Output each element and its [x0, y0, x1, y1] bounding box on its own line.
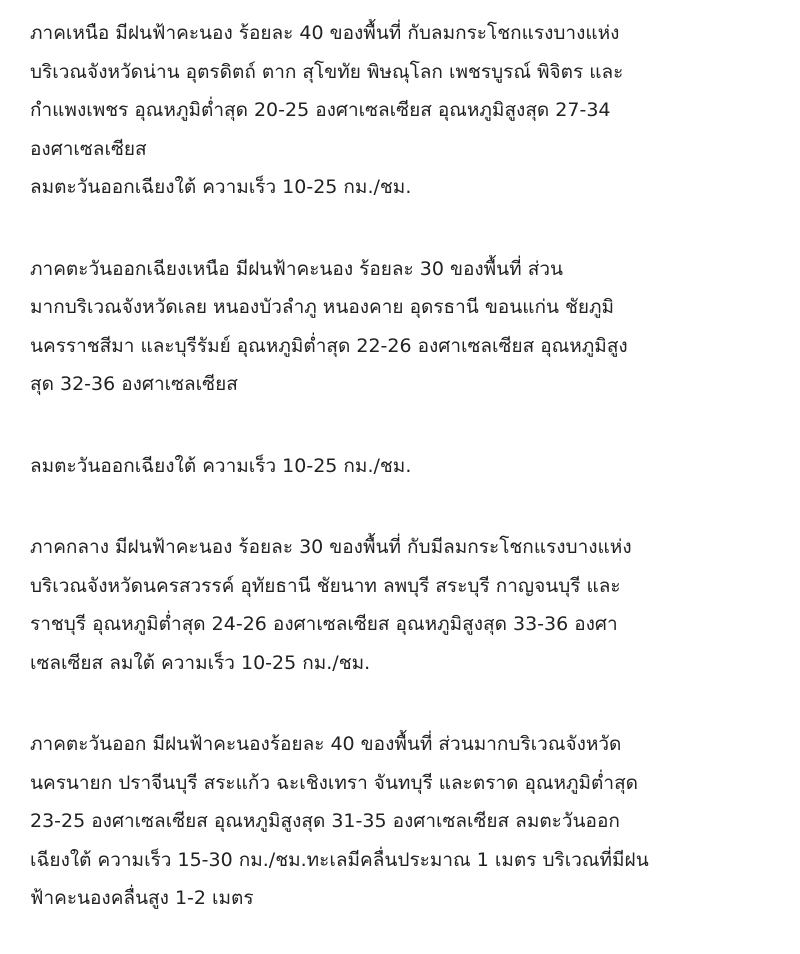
paragraph-spacer	[30, 485, 770, 528]
paragraph-spacer	[30, 404, 770, 447]
forecast-east-paragraph	[30, 725, 770, 918]
paragraph-line: 23-25 องศาเซลเซียส อุณหภูมิสูงสุด 31-35 องศาเซลเซียส ลมตะวันออก	[30, 810, 620, 832]
forecast-northeast-paragraph	[30, 250, 770, 404]
paragraph-line: ราชบุรี อุณหภูมิต่ำสุด 24-26 องศาเซลเซียส อุณหภูมิสูงสุด 33-36 องศา	[30, 613, 618, 635]
paragraph-line: นครราชสีมา และบุรีรัมย์ อุณหภูมิต่ำสุด 22-26 องศาเซลเซียส อุณหภูมิสูง	[30, 334, 628, 357]
forecast-central-paragraph	[30, 528, 770, 682]
paragraph-line: ภาคกลาง มีฝนฟ้าคะนอง ร้อยละ 30 ของพื้นที่ กับมีลมกระโชกแรงบางแห่ง	[30, 536, 632, 558]
paragraph-line: ลมตะวันออกเฉียงใต้ ความเร็ว 10-25 กม./ชม.	[30, 176, 412, 198]
paragraph-line: ภาคเหนือ มีฝนฟ้าคะนอง ร้อยละ 40 ของพื้นที่ กับลมกระโชกแรงบางแห่ง	[30, 22, 620, 44]
forecast-northeast-wind-paragraph	[30, 447, 770, 486]
paragraph-spacer	[30, 207, 770, 250]
weather-forecast-document	[30, 14, 770, 918]
paragraph-line: เซลเซียส ลมใต้ ความเร็ว 10-25 กม./ชม.	[30, 651, 371, 674]
paragraph-line: ภาคตะวันออก มีฝนฟ้าคะนองร้อยละ 40 ของพื้นที่ ส่วนมากบริเวณจังหวัด	[30, 733, 622, 755]
paragraph-line: ลมตะวันออกเฉียงใต้ ความเร็ว 10-25 กม./ชม.	[30, 454, 412, 477]
forecast-north-paragraph	[30, 14, 770, 207]
paragraph-line: เฉียงใต้ ความเร็ว 15-30 กม./ชม.ทะเลมีคลื่นประมาณ 1 เมตร บริเวณที่มีฝน	[30, 848, 649, 871]
paragraph-line: บริเวณจังหวัดน่าน อุตรดิตถ์ ตาก สุโขทัย พิษณุโลก เพชรบูรณ์ พิจิตร และ	[30, 60, 624, 83]
paragraph-spacer	[30, 682, 770, 725]
paragraph-line: กำแพงเพชร อุณหภูมิต่ำสุด 20-25 องศาเซลเซียส อุณหภูมิสูงสุด 27-34	[30, 99, 611, 121]
paragraph-line: มากบริเวณจังหวัดเลย หนองบัวลำภู หนองคาย อุดรธานี ขอนแก่น ชัยภูมิ	[30, 296, 615, 318]
paragraph-line: สุด 32-36 องศาเซลเซียส	[30, 373, 238, 395]
paragraph-line: ฟ้าคะนองคลื่นสูง 1-2 เมตร	[30, 887, 254, 909]
paragraph-line: ภาคตะวันออกเฉียงเหนือ มีฝนฟ้าคะนอง ร้อยละ 30 ของพื้นที่ ส่วน	[30, 257, 563, 280]
paragraph-line: องศาเซลเซียส	[30, 137, 147, 160]
paragraph-line: นครนายก ปราจีนบุรี สระแก้ว ฉะเชิงเทรา จันทบุรี และตราด อุณหภูมิต่ำสุด	[30, 771, 638, 794]
paragraph-line: บริเวณจังหวัดนครสวรรค์ อุทัยธานี ชัยนาท ลพบุรี สระบุรี กาญจนบุรี และ	[30, 574, 621, 597]
